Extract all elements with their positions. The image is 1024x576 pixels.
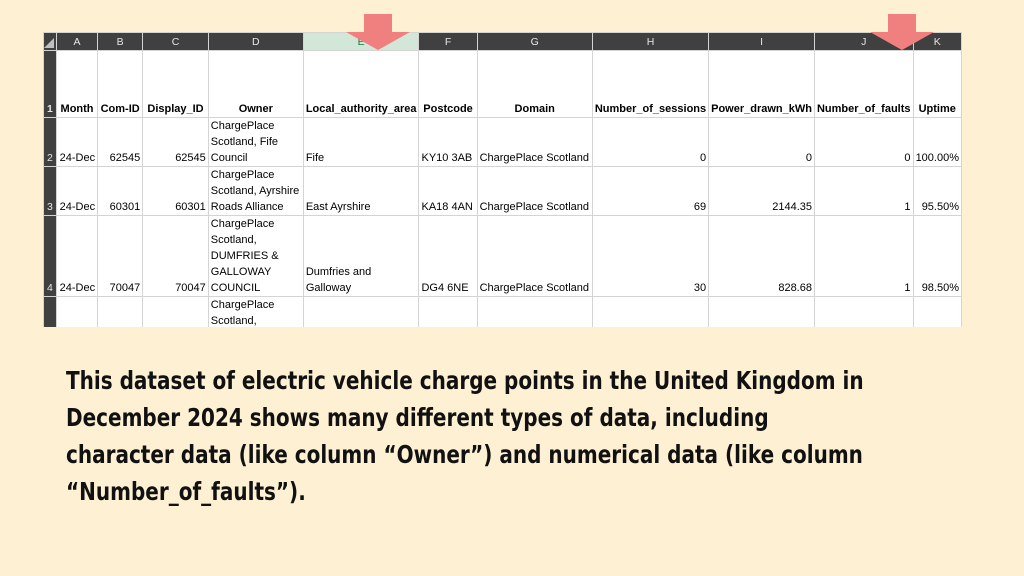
cell-power-drawn-kwh[interactable]: 2144.35: [709, 167, 815, 216]
caption-line: This dataset of electric vehicle charge points in the United Kingdom in: [66, 366, 864, 395]
table-row: [44, 297, 962, 328]
caption: [66, 362, 864, 510]
cell-number-of-faults[interactable]: 1: [814, 216, 913, 297]
down-arrow-icon: [346, 32, 410, 50]
data-table: [43, 32, 962, 327]
cell-power-drawn-kwh[interactable]: 828.68: [709, 216, 815, 297]
header-cell-number-of-sessions[interactable]: Number_of_sessions: [592, 51, 708, 118]
cell-postcode[interactable]: KY10 3AB: [419, 118, 477, 167]
header-cell-uptime[interactable]: Uptime: [913, 51, 961, 118]
cell-local-authority-area[interactable]: East Ayrshire: [303, 167, 419, 216]
row-number[interactable]: 1: [44, 51, 57, 118]
cell-domain[interactable]: ChargePlace Scotland: [477, 118, 592, 167]
cell-uptime[interactable]: 98.50%: [913, 216, 961, 297]
cell-display-id[interactable]: 60301: [143, 167, 209, 216]
header-row: [44, 51, 962, 118]
column-letter-f[interactable]: F: [419, 33, 477, 51]
header-cell-local-authority-area[interactable]: Local_authority_area: [303, 51, 419, 118]
cell-number-of-faults[interactable]: [814, 297, 913, 328]
cell-owner[interactable]: ChargePlace Scotland, DUMFRIES & GALLOWAY COUNCIL: [208, 216, 303, 297]
column-letter-b[interactable]: B: [98, 33, 143, 51]
cell-month[interactable]: 24-Dec: [56, 118, 97, 167]
cell-domain[interactable]: ChargePlace Scotland: [477, 167, 592, 216]
down-arrow-icon: [870, 32, 934, 50]
table-row: [44, 216, 962, 297]
cell-postcode[interactable]: KA18 4AN: [419, 167, 477, 216]
select-all-triangle-icon: [44, 38, 54, 48]
row-number[interactable]: 2: [44, 118, 57, 167]
cell-domain[interactable]: ChargePlace Scotland: [477, 216, 592, 297]
cell-number-of-faults[interactable]: 1: [814, 167, 913, 216]
caption-line: character data (like column “Owner”) and numerical data (like column: [66, 440, 863, 469]
cell-number-of-sessions[interactable]: 30: [592, 216, 708, 297]
cell-uptime[interactable]: 95.50%: [913, 167, 961, 216]
caption-line: December 2024 shows many different types of data, including: [66, 403, 769, 432]
column-letter-c[interactable]: C: [143, 33, 209, 51]
header-cell-com-id[interactable]: Com-ID: [98, 51, 143, 118]
cell-local-authority-area[interactable]: Dumfries and Galloway: [303, 216, 419, 297]
cell-month[interactable]: [56, 297, 97, 328]
header-cell-domain[interactable]: Domain: [477, 51, 592, 118]
column-letter-d[interactable]: D: [208, 33, 303, 51]
cell-local-authority-area[interactable]: [303, 297, 419, 328]
cell-com-id[interactable]: 62545: [98, 118, 143, 167]
column-letter-a[interactable]: A: [56, 33, 97, 51]
table-row: [44, 167, 962, 216]
cell-month[interactable]: 24-Dec: [56, 167, 97, 216]
column-letter-j[interactable]: J: [814, 33, 913, 51]
cell-owner[interactable]: ChargePlace Scotland,: [208, 297, 303, 328]
column-letter-k[interactable]: K: [913, 33, 961, 51]
header-cell-number-of-faults[interactable]: Number_of_faults: [814, 51, 913, 118]
cell-postcode[interactable]: DG4 6NE: [419, 216, 477, 297]
caption-line: “Number_of_faults”).: [66, 477, 306, 506]
header-cell-postcode[interactable]: Postcode: [419, 51, 477, 118]
cell-number-of-faults[interactable]: 0: [814, 118, 913, 167]
header-cell-display-id[interactable]: Display_ID: [143, 51, 209, 118]
column-letter-i[interactable]: I: [709, 33, 815, 51]
column-letter-g[interactable]: G: [477, 33, 592, 51]
column-letter-e[interactable]: E: [303, 33, 419, 51]
row-number[interactable]: [44, 297, 57, 328]
cell-display-id[interactable]: 70047: [143, 216, 209, 297]
row-number[interactable]: 3: [44, 167, 57, 216]
cell-com-id[interactable]: 70047: [98, 216, 143, 297]
header-cell-owner[interactable]: Owner: [208, 51, 303, 118]
cell-uptime[interactable]: [913, 297, 961, 328]
cell-display-id[interactable]: [143, 297, 209, 328]
cell-postcode[interactable]: [419, 297, 477, 328]
cell-month[interactable]: 24-Dec: [56, 216, 97, 297]
cell-uptime[interactable]: 100.00%: [913, 118, 961, 167]
cell-owner[interactable]: ChargePlace Scotland, Fife Council: [208, 118, 303, 167]
cell-number-of-sessions[interactable]: 0: [592, 118, 708, 167]
cell-power-drawn-kwh[interactable]: 0: [709, 118, 815, 167]
header-cell-power-drawn-kwh[interactable]: Power_drawn_kWh: [709, 51, 815, 118]
cell-display-id[interactable]: 62545: [143, 118, 209, 167]
header-cell-month[interactable]: Month: [56, 51, 97, 118]
cell-com-id[interactable]: 60301: [98, 167, 143, 216]
spreadsheet[interactable]: [43, 32, 962, 327]
cell-power-drawn-kwh[interactable]: [709, 297, 815, 328]
cell-number-of-sessions[interactable]: 69: [592, 167, 708, 216]
select-all-button[interactable]: [44, 33, 57, 51]
row-number[interactable]: 4: [44, 216, 57, 297]
table-row: [44, 118, 962, 167]
cell-domain[interactable]: [477, 297, 592, 328]
column-letter-h[interactable]: H: [592, 33, 708, 51]
cell-local-authority-area[interactable]: Fife: [303, 118, 419, 167]
cell-owner[interactable]: ChargePlace Scotland, Ayrshire Roads Alliance: [208, 167, 303, 216]
cell-number-of-sessions[interactable]: [592, 297, 708, 328]
column-header-row: [44, 33, 962, 51]
cell-com-id[interactable]: [98, 297, 143, 328]
